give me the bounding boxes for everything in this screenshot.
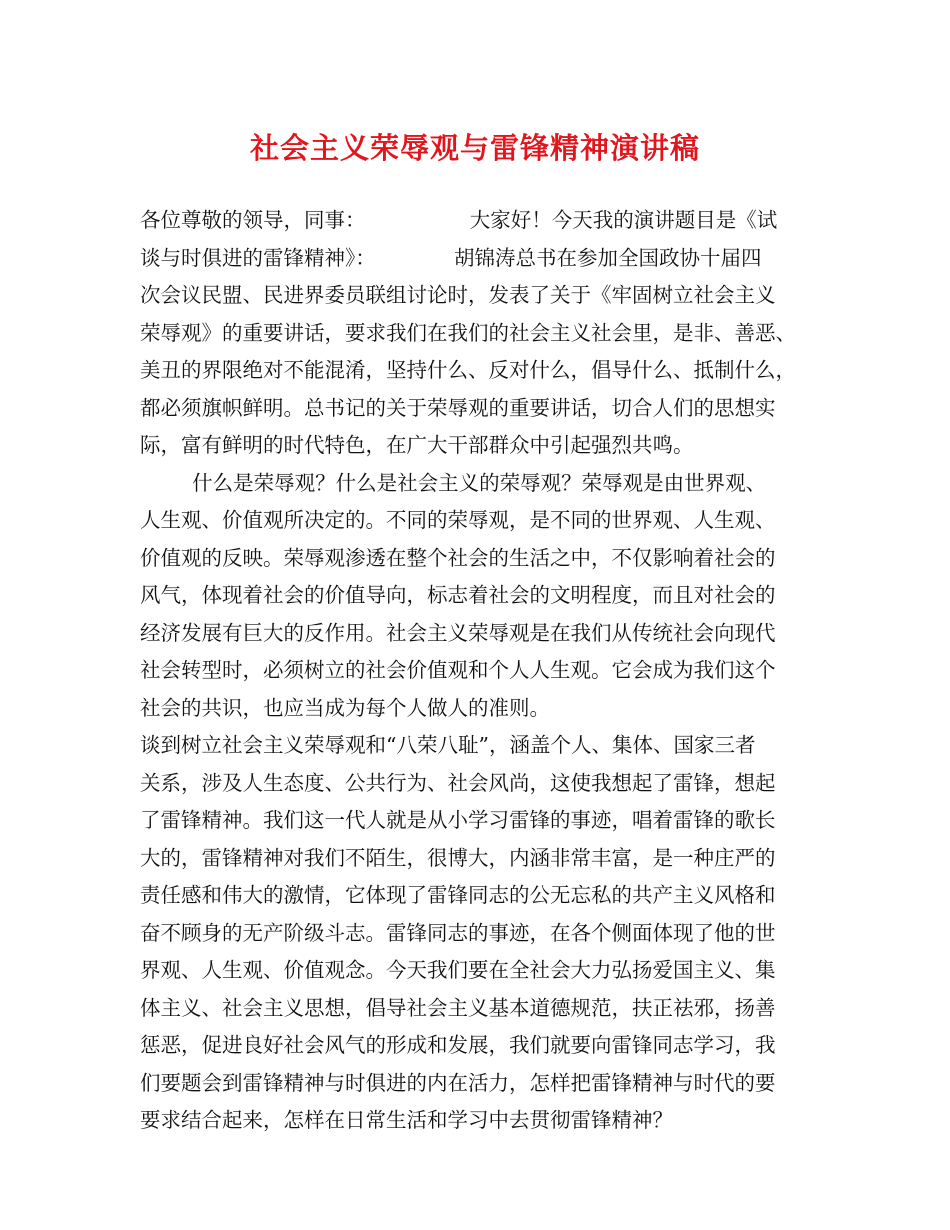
body-line: 责任感和伟大的激情，它体现了雷锋同志的公无忘私的共产主义风格和 <box>140 883 776 907</box>
body-line: 次会议民盟、民进界委员联组讨论时，发表了关于《牢固树立社会主义 <box>140 283 776 307</box>
body-line: 都必须旗帜鲜明。总书记的关于荣辱观的重要讲话，切合人们的思想实 <box>140 395 776 420</box>
body-line: 美丑的界限绝对不能混淆，坚持什么、反对什么，倡导什么、抵制什么， <box>140 358 796 382</box>
body-line: 人生观、价值观所决定的。不同的荣辱观，是不同的世界观、人生观、 <box>140 508 776 532</box>
body-line: 关系，涉及人生态度、公共行为、社会风尚，这使我想起了雷锋，想起 <box>140 770 776 795</box>
body-line: 经济发展有巨大的反作用。社会主义荣辱观是在我们从传统社会向现代 <box>140 620 776 645</box>
body-line: 谈到树立社会主义荣辱观和“八荣八耻”，涵盖个人、集体、国家三者 <box>140 733 756 757</box>
body-line: 体主义、社会主义思想，倡导社会主义基本道德规范，扶正祛邪，扬善 <box>140 995 776 1020</box>
body-line: 界观、人生观、价值观念。今天我们要在全社会大力弘扬爱国主义、集 <box>140 958 776 982</box>
body-line: 风气，体现着社会的价值导向，标志着社会的文明程度，而且对社会的 <box>140 583 776 607</box>
body-line: 谈与时俱进的雷锋精神》： 胡锦涛总书在参加全国政协十届四 <box>140 245 762 270</box>
body-line: 社会的共识，也应当成为每个人做人的准则。 <box>140 695 550 720</box>
body-line: 了雷锋精神。我们这一代人就是从小学习雷锋的事迹，唱着雷锋的歌长 <box>140 808 776 832</box>
body-line: 们要题会到雷锋精神与时俱进的内在活力，怎样把雷锋精神与时代的要 <box>140 1070 776 1095</box>
body-line: 什么是荣辱观？什么是社会主义的荣辱观？荣辱观是由世界观、 <box>140 470 767 495</box>
document-title: 社会主义荣辱观与雷锋精神演讲稿 <box>249 131 700 165</box>
body-line: 惩恶，促进良好社会风气的形成和发展，我们就要向雷锋同志学习，我 <box>140 1033 776 1057</box>
body-line: 社会转型时，必须树立的社会价值观和个人人生观。它会成为我们这个 <box>140 658 776 682</box>
body-line: 奋不顾身的无产阶级斗志。雷锋同志的事迹，在各个侧面体现了他的世 <box>140 920 776 945</box>
body-line: 际，富有鲜明的时代特色，在广大干部群众中引起强烈共鸣。 <box>140 433 694 457</box>
document-body <box>140 202 820 1140</box>
body-line: 大的，雷锋精神对我们不陌生，很博大，内涵非常丰富，是一种庄严的 <box>140 845 776 870</box>
body-line: 荣辱观》的重要讲话，要求我们在我们的社会主义社会里，是非、善恶、 <box>140 320 796 345</box>
body-line: 价值观的反映。荣辱观渗透在整个社会的生活之中，不仅影响着社会的 <box>140 545 776 570</box>
body-line: 要求结合起来，怎样在日常生活和学习中去贯彻雷锋精神？ <box>140 1108 673 1132</box>
body-line: 各位尊敬的领导，同事： 大家好！今天我的演讲题目是《试 <box>140 208 778 232</box>
